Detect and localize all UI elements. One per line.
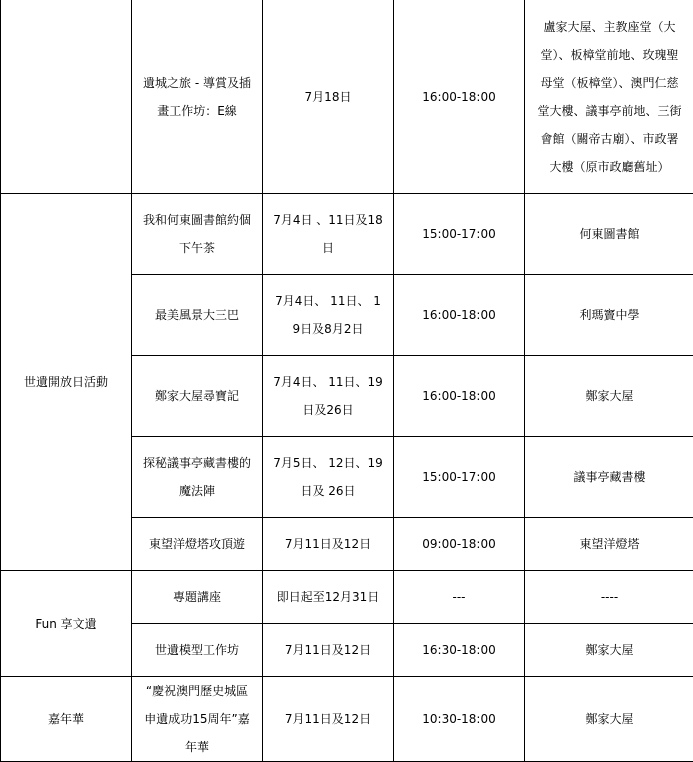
time-cell: 16:30-18:00 xyxy=(394,624,525,677)
date-cell: 即日起至12月31日 xyxy=(263,571,394,624)
date-cell: 7月4日 、11日及18日 xyxy=(263,194,394,275)
table-row xyxy=(1,571,693,624)
time-cell: 15:00-17:00 xyxy=(394,194,525,275)
table-row xyxy=(1,677,693,762)
date-cell: 7月11日及12日 xyxy=(263,624,394,677)
event-name-cell: 鄭家大屋尋寶記 xyxy=(132,356,263,437)
category-cell: 世遺開放日活動 xyxy=(1,194,132,571)
category-cell xyxy=(1,0,132,194)
event-name-cell: 探秘議事亭藏書樓的魔法陣 xyxy=(132,437,263,518)
venue-cell: 鄭家大屋 xyxy=(525,677,693,762)
category-cell: 嘉年華 xyxy=(1,677,132,762)
event-name-cell: 專題講座 xyxy=(132,571,263,624)
date-cell: 7月11日及12日 xyxy=(263,677,394,762)
venue-cell: 利瑪竇中學 xyxy=(525,275,693,356)
venue-cell: 盧家大屋、主教座堂（大堂）、板樟堂前地、玫瑰聖母堂（板樟堂）、澳門仁慈堂大樓、議事亭前地、三街會館（關帝古廟）、市政署大樓（原市政廳舊址） xyxy=(525,0,693,194)
date-cell: 7月18日 xyxy=(263,0,394,194)
time-cell: 16:00-18:00 xyxy=(394,275,525,356)
category-cell: Fun 享文遺 xyxy=(1,571,132,677)
time-cell: 16:00-18:00 xyxy=(394,0,525,194)
venue-cell: 鄭家大屋 xyxy=(525,624,693,677)
time-cell: 09:00-18:00 xyxy=(394,518,525,571)
venue-cell: ---- xyxy=(525,571,693,624)
date-cell: 7月5日、 12日、19日及 26日 xyxy=(263,437,394,518)
event-name-cell: 東望洋燈塔攻頂遊 xyxy=(132,518,263,571)
event-name-cell: 遺城之旅 - 導賞及插畫工作坊：E線 xyxy=(132,0,263,194)
venue-cell: 何東圖書館 xyxy=(525,194,693,275)
date-cell: 7月11日及12日 xyxy=(263,518,394,571)
table-row xyxy=(1,0,693,194)
time-cell: --- xyxy=(394,571,525,624)
event-name-cell: “慶祝澳門歷史城區申遺成功15周年”嘉年華 xyxy=(132,677,263,762)
venue-cell: 鄭家大屋 xyxy=(525,356,693,437)
event-name-cell: 最美風景大三巴 xyxy=(132,275,263,356)
time-cell: 10:30-18:00 xyxy=(394,677,525,762)
date-cell: 7月4日、 11日、19日及26日 xyxy=(263,356,394,437)
time-cell: 15:00-17:00 xyxy=(394,437,525,518)
venue-cell: 東望洋燈塔 xyxy=(525,518,693,571)
date-cell: 7月4日、 11日、 19日及8月2日 xyxy=(263,275,394,356)
venue-cell: 議事亭藏書樓 xyxy=(525,437,693,518)
event-name-cell: 世遺模型工作坊 xyxy=(132,624,263,677)
event-name-cell: 我和何東圖書館約個下午茶 xyxy=(132,194,263,275)
time-cell: 16:00-18:00 xyxy=(394,356,525,437)
table-row xyxy=(1,194,693,275)
